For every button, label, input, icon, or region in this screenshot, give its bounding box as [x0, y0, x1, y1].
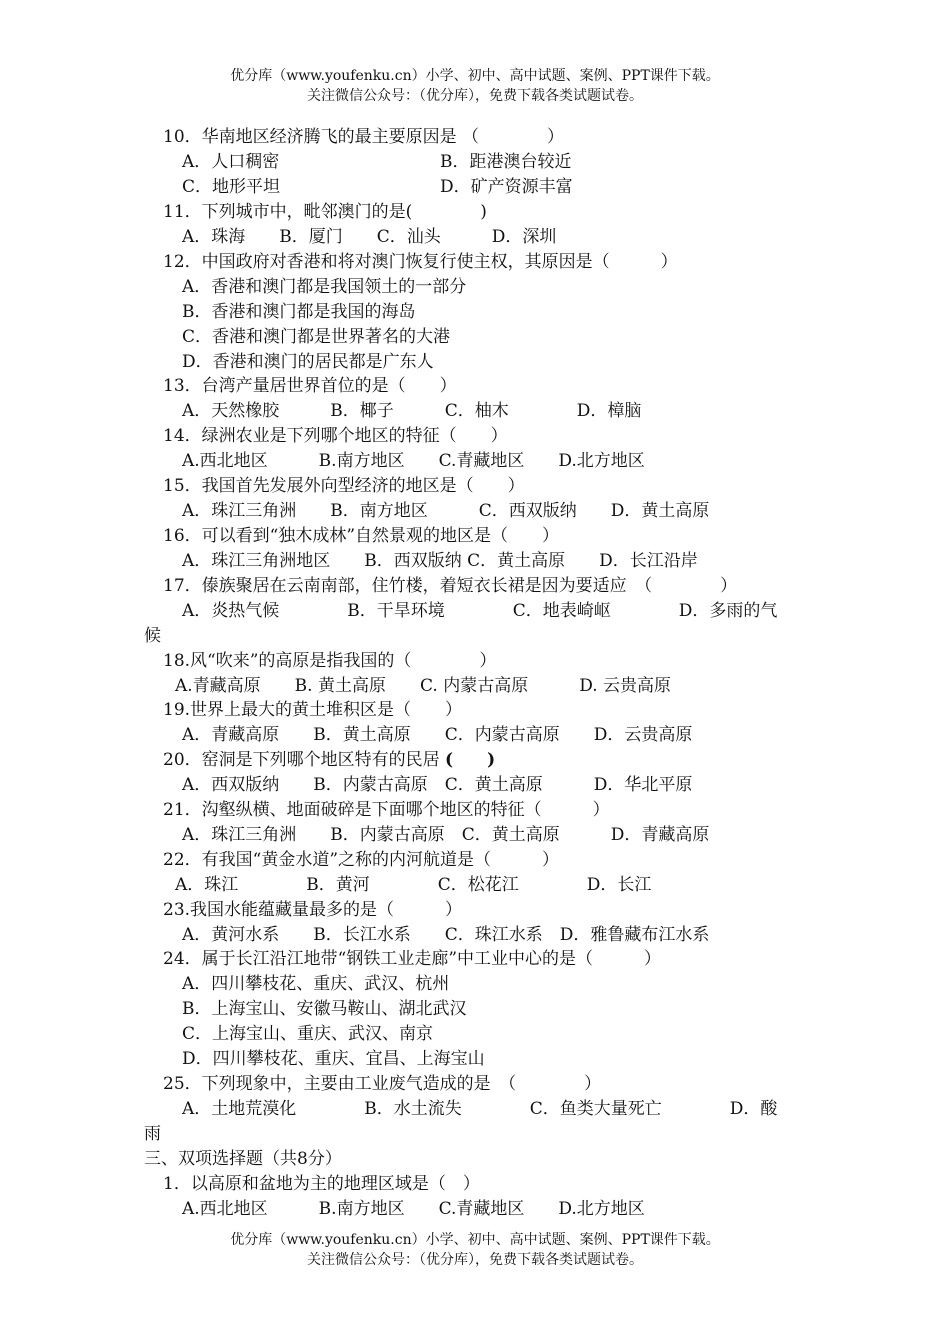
question-16: 16．可以看到“独木成林”自然景观的地区是（ ） [163, 526, 560, 546]
question-10: 10．华南地区经济腾飞的最主要原因是 （ ） [163, 127, 565, 147]
q24-option-d: D．四川攀枝花、重庆、宜昌、上海宝山 [182, 1049, 485, 1069]
question-20-text: 20．窑洞是下列哪个地区特有的民居 [163, 750, 440, 770]
q10-option-c: C．地形平坦 [182, 177, 281, 197]
header-line-1: 优分库（www.youfenku.cn）小学、初中、高中试题、案例、PPT课件下载。 [230, 68, 720, 84]
question-18: 18.风“吹来”的高原是指我国的（ ） [163, 651, 497, 671]
q20-options: A．西双版纳 B．内蒙古高原 C．黄土高原 D．华北平原 [182, 775, 693, 795]
q13-options: A．天然橡胶 B．椰子 C．柚木 D．樟脑 [182, 401, 642, 421]
question-17: 17．傣族聚居在云南南部，住竹楼，着短衣长裙是因为要适应 （ ） [163, 576, 738, 596]
q19-options: A．青藏高原 B．黄土高原 C．内蒙古高原 D．云贵高原 [182, 725, 693, 745]
question-15: 15．我国首先发展外向型经济的地区是（ ） [163, 476, 525, 496]
q12-option-a: A．香港和澳门都是我国领土的一部分 [182, 277, 467, 297]
q22-options: A．珠江 B．黄河 C．松花江 D．长江 [175, 875, 652, 895]
footer-line-1: 优分库（www.youfenku.cn）小学、初中、高中试题、案例、PPT课件下载。 [230, 1232, 720, 1248]
section-3-q1-options: A.西北地区 B.南方地区 C.青藏地区 D.北方地区 [182, 1199, 645, 1219]
section-3-heading: 三、双项选择题（共8分） [144, 1149, 342, 1169]
question-25: 25．下列现象中，主要由工业废气造成的是 （ ） [163, 1074, 602, 1094]
question-20-paren: ( ) [445, 750, 496, 770]
q15-options: A．珠江三角洲 B．南方地区 C．西双版纳 D．黄土高原 [182, 501, 710, 521]
q12-option-d: D．香港和澳门的居民都是广东人 [182, 352, 434, 372]
q16-options: A．珠江三角洲地区 B．西双版纳 C．黄土高原 D．长江沿岸 [182, 551, 698, 571]
question-11: 11．下列城市中，毗邻澳门的是( ) [163, 202, 487, 222]
q23-options: A．黄河水系 B．长江水系 C．珠江水系 D．雅鲁藏布江水系 [182, 925, 710, 945]
question-23: 23.我国水能蕴藏量最多的是（ ） [163, 900, 463, 920]
question-12: 12．中国政府对香港和将对澳门恢复行使主权，其原因是（ ） [163, 252, 678, 272]
q24-option-a: A．四川攀枝花、重庆、武汉、杭州 [182, 974, 450, 994]
section-3-question-1: 1．以高原和盆地为主的地理区域是（ ） [163, 1174, 480, 1194]
header-line-2: 关注微信公众号：（优分库），免费下载各类试题试卷。 [307, 88, 643, 104]
q17-options-wrap: 候 [144, 626, 161, 646]
q24-option-b: B．上海宝山、安徽马鞍山、湖北武汉 [182, 999, 467, 1019]
q10-option-d: D．矿产资源丰富 [440, 177, 573, 197]
q18-options: A.青藏高原 B. 黄土高原 C. 内蒙古高原 D. 云贵高原 [175, 676, 672, 696]
question-20 [163, 748, 495, 772]
q11-options: A．珠海 B．厦门 C．汕头 D．深圳 [182, 227, 557, 247]
question-19: 19.世界上最大的黄土堆积区是（ ） [163, 700, 463, 720]
page-footer [0, 1230, 950, 1270]
question-21: 21．沟壑纵横、地面破碎是下面哪个地区的特征（ ） [163, 800, 610, 820]
q10-option-a: A．人口稠密 [182, 152, 280, 172]
q12-option-b: B．香港和澳门都是我国的海岛 [182, 302, 416, 322]
question-24: 24．属于长江沿江地带“钢铁工业走廊”中工业中心的是（ ） [163, 949, 662, 969]
question-14: 14．绿洲农业是下列哪个地区的特征（ ） [163, 426, 508, 446]
page-header [0, 66, 950, 106]
footer-line-2: 关注微信公众号：（优分库），免费下载各类试题试卷。 [307, 1252, 643, 1268]
q12-option-c: C．香港和澳门都是世界著名的大港 [182, 327, 451, 347]
question-22: 22．有我国“黄金水道”之称的内河航道是（ ） [163, 850, 560, 870]
q17-options: A．炎热气候 B．干旱环境 C．地表崎岖 D．多雨的气 [182, 601, 778, 621]
q21-options: A．珠江三角洲 B．内蒙古高原 C．黄土高原 D．青藏高原 [182, 825, 710, 845]
q10-option-b: B．距港澳台较近 [440, 152, 572, 172]
q25-options: A．土地荒漠化 B．水土流失 C．鱼类大量死亡 D．酸 [182, 1099, 778, 1119]
q24-option-c: C．上海宝山、重庆、武汉、南京 [182, 1024, 434, 1044]
question-13: 13．台湾产量居世界首位的是（ ） [163, 376, 457, 396]
q14-options: A.西北地区 B.南方地区 C.青藏地区 D.北方地区 [182, 451, 645, 471]
q25-options-wrap: 雨 [144, 1124, 161, 1144]
